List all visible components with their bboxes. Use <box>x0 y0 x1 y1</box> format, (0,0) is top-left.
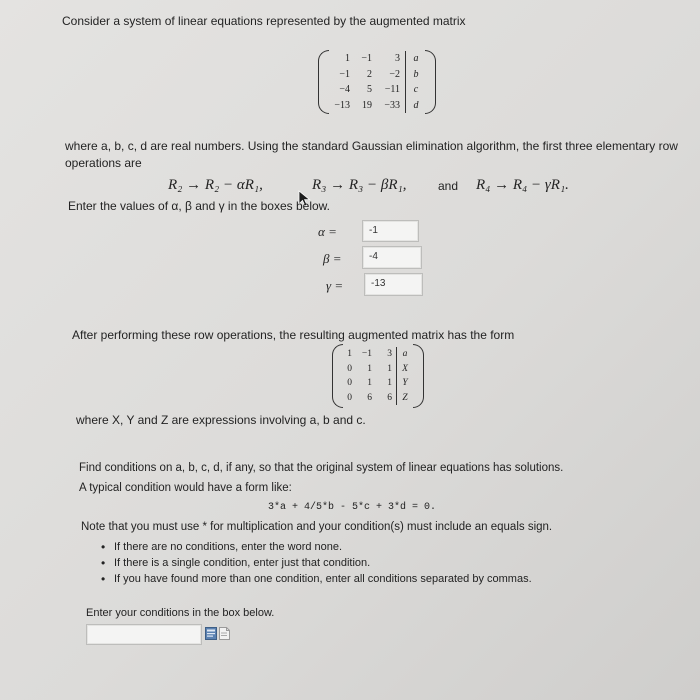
gauss-description-line1: where a, b, c, d are real numbers. Using the standard Gaussian elimination algorithm, the first three elementary row <box>65 139 678 153</box>
matrix-row <box>328 98 426 114</box>
matrix-cell-rhs: a <box>397 347 414 362</box>
augmented-matrix-reduced <box>332 344 424 408</box>
gamma-label: γ = <box>326 278 344 293</box>
row-op-1: R₂ → R₂ − αR₁, <box>168 177 263 193</box>
list-item: • If there are no conditions, enter the word none. <box>100 539 532 555</box>
matrix-cell-rhs: d <box>406 98 427 114</box>
matrix-cell: 5 <box>367 84 372 95</box>
matrix-cell: 0 <box>347 392 352 403</box>
matrix-cell: 19 <box>362 99 372 111</box>
after-row-ops-text: After performing these row operations, the resulting augmented matrix has the form <box>72 328 515 342</box>
matrix-row <box>328 67 426 83</box>
matrix-cell: 3 <box>395 53 400 64</box>
multiplication-note: Note that you must use * for multiplication and your condition(s) must include an equals sign. <box>81 521 553 533</box>
matrix-cell: 1 <box>387 363 392 374</box>
matrix-row <box>340 347 413 362</box>
matrix-right-paren <box>425 50 436 114</box>
alpha-input[interactable]: -1 <box>362 220 419 242</box>
matrix-row <box>340 391 413 406</box>
matrix-cell: 6 <box>387 392 392 403</box>
row-op-2: R₃ → R₃ − βR₁, <box>312 177 407 193</box>
matrix-cell: 6 <box>367 392 372 403</box>
help-document-icon[interactable] <box>219 627 230 640</box>
matrix-row <box>328 51 426 67</box>
beta-input[interactable]: -4 <box>362 246 422 269</box>
augmented-matrix-original <box>318 50 436 114</box>
matrix-cell: −1 <box>361 349 372 359</box>
intro-text: Consider a system of linear equations represented by the augmented matrix <box>62 14 466 28</box>
matrix-cell-rhs: b <box>406 67 427 83</box>
alpha-label: α = <box>318 224 337 239</box>
matrix-cell: −1 <box>361 53 372 64</box>
example-condition: 3*a + 4/5*b - 5*c + 3*d = 0. <box>268 502 437 513</box>
matrix-row <box>328 82 426 98</box>
row-op-and: and <box>438 179 459 193</box>
matrix-reduced-table <box>340 347 413 405</box>
row-op-3: R₄ → R₄ − γR₁. <box>476 177 569 193</box>
enter-values-instruction: Enter the values of α, β and γ in the boxes below. <box>68 199 330 213</box>
beta-label: β = <box>323 251 342 266</box>
gauss-description-line2: operations are <box>65 156 142 170</box>
enter-conditions-label: Enter your conditions in the box below. <box>86 607 275 619</box>
matrix-cell-rhs: Y <box>397 376 414 391</box>
where-xyz-text: where X, Y and Z are expressions involving a, b and c. <box>76 413 366 427</box>
preview-icon[interactable] <box>205 627 217 640</box>
matrix-cell: −1 <box>339 68 350 80</box>
matrix-cell: 0 <box>347 363 352 374</box>
list-item: • If you have found more than one condition, enter all conditions separated by commas. <box>100 571 532 587</box>
list-item: • If there is a single condition, enter just that condition. <box>100 555 532 571</box>
matrix-cell-rhs: X <box>397 362 414 377</box>
matrix-cell-rhs: Z <box>397 391 414 406</box>
matrix-original-table <box>328 51 426 113</box>
gamma-input[interactable]: -13 <box>364 273 423 296</box>
matrix-right-paren <box>413 344 424 408</box>
matrix-cell: 0 <box>347 378 352 388</box>
matrix-cell: 1 <box>387 378 392 388</box>
matrix-cell: 2 <box>367 68 372 80</box>
matrix-cell: −11 <box>384 84 400 95</box>
matrix-cell: 3 <box>387 349 392 359</box>
matrix-cell-rhs: c <box>406 82 427 98</box>
matrix-cell: −4 <box>339 84 350 95</box>
condition-rules-list <box>100 539 532 587</box>
conditions-answer-input[interactable] <box>86 624 202 645</box>
matrix-cell: −33 <box>384 99 400 111</box>
matrix-cell: 1 <box>345 53 350 64</box>
matrix-cell-rhs: a <box>406 51 427 67</box>
matrix-cell: −13 <box>334 99 350 111</box>
matrix-cell: 1 <box>367 378 372 388</box>
matrix-cell: −2 <box>389 68 400 80</box>
matrix-row <box>340 362 413 377</box>
matrix-cell: 1 <box>347 349 352 359</box>
find-conditions-text: Find conditions on a, b, c, d, if any, so that the original system of linear equations has solutions. <box>79 462 564 474</box>
typical-condition-text: A typical condition would have a form like: <box>79 482 292 494</box>
matrix-cell: 1 <box>367 363 372 374</box>
matrix-row <box>340 376 413 391</box>
